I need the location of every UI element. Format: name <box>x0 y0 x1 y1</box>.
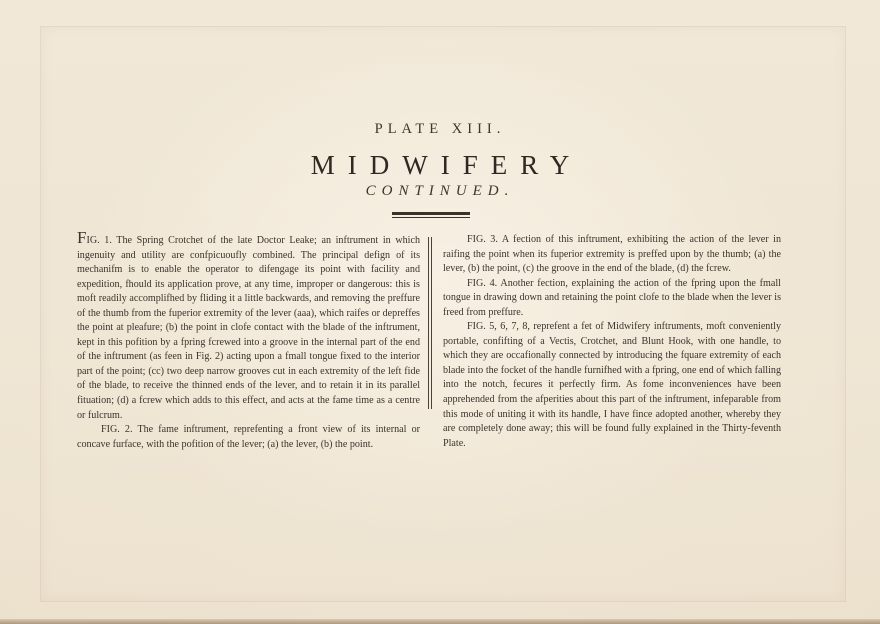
fig4-paragraph: FIG. 4. Another fection, explaining the action of the fpring upon the fmall tongue in drawing down and retaining the point clofe to the blade when the lever is freed from preffure. <box>443 277 781 318</box>
page-bottom-edge <box>0 619 880 624</box>
fig1-paragraph <box>77 228 420 423</box>
column-divider <box>428 237 432 409</box>
plate-number: PLATE XIII. <box>374 121 506 137</box>
rule-thin-line <box>392 217 470 218</box>
divider-line-right <box>431 237 432 409</box>
fig2-paragraph: FIG. 2. The fame inftrument, reprefenting a front view of its internal or concave furface, with the pofition of the lever; (a) the lever, (b) the point. <box>77 424 420 450</box>
page-subtitle: CONTINUED. <box>365 183 515 199</box>
title-rule <box>392 212 470 219</box>
left-text-column <box>77 228 420 452</box>
fig1-text: IG. 1. The Spring Crotchet of the late Doctor Leake; an inftrument in which ingenuity and utility are confpicuoufly combined. The principal defign of its mechanifm is to enable the operator to difengage its point with facility and expedition, fhould its application prove, at any time, improper or dangerous: this is moft readily accomplifhed by fliding it a little backwards, and removing the preffure of the thumb from the fuperior extremity of the lever (aaa), which raifes or depreffes the point at pleafure; (b) the point in clofe contact with the blade of the inftrument, kept in this pofition by a fpring fcrewed into a groove in the internal part of the end of the inftrument (as feen in Fig. 2) acting upon a fmall tongue fixed to the interior part of the point; (cc) two deep narrow grooves cut in each extremity of the left fide of the blade, to receive the thinned ends of the lever, and to retain it in its parallel fituation; (d) a fcrew which adds to this effect, and acts at the fame time as a centre or fulcrum. <box>77 235 420 421</box>
right-text-column <box>443 233 781 451</box>
fig5-8-paragraph: FIG. 5, 6, 7, 8, reprefent a fet of Midwifery inftruments, moft conveniently portable, confifting of a Vectis, Crotchet, and Blunt Hook, with one handle, to which they are occafionally connected by introducing the fquare extremity of each blade into the focket of the handle furnifhed with a fpring, one end of which falling into the notch, fecures it perfectly firm. As fome inconveniences have been apprehended from the afperities about this part of the inftrument, infeparable from this mode of uniting it with its handle, I have fince adopted another, whereby they are completely done away; this will be found fully explained in the Thirty-feventh Plate. <box>443 321 781 449</box>
divider-line-left <box>428 237 429 409</box>
fig3-paragraph: FIG. 3. A fection of this inftrument, exhibiting the action of the lever in raifing the point when its fuperior extremity is preffed upon by the thumb; (a) the lever, (b) the point, (c) the groove in the end of the blade, (d) the fcrew. <box>443 234 781 275</box>
page-title: MIDWIFERY <box>310 150 583 180</box>
fig1-dropcap: F <box>77 228 87 247</box>
rule-thick-line <box>392 212 470 215</box>
